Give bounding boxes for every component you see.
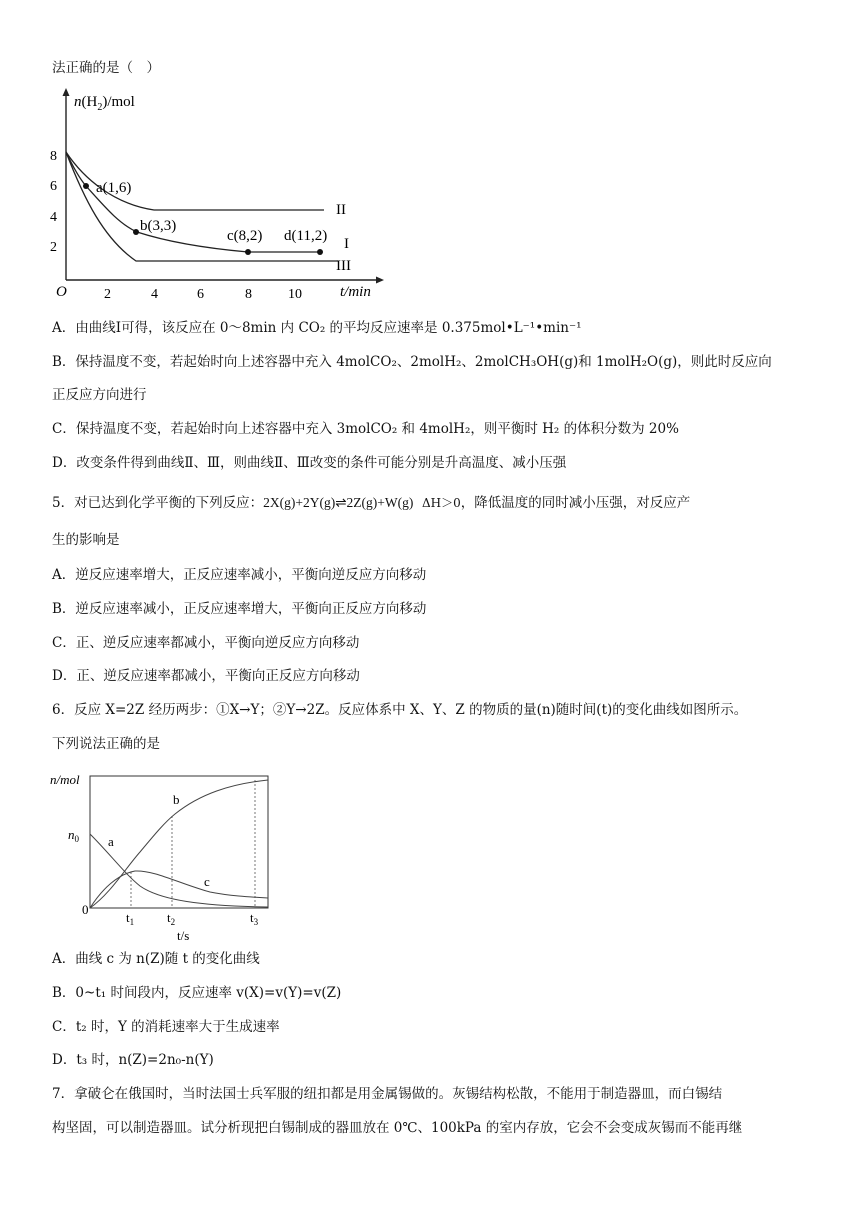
q5-stem-line2: 生的影响是 — [52, 532, 120, 548]
curve-III — [66, 152, 338, 261]
q5-stem-pre: 5．对已达到化学平衡的下列反应： — [52, 495, 264, 511]
figure-h2-curves — [44, 84, 404, 304]
origin-label: 0 — [82, 902, 89, 917]
x-tick-6: 6 — [197, 287, 204, 302]
y-tick-6: 6 — [50, 179, 57, 194]
point-d — [317, 249, 323, 255]
y-tick-8: 8 — [50, 149, 57, 164]
q4-option-c: C．保持温度不变，若起始时向上述容器中充入 3molCO₂ 和 4molH₂，则平衡时 H₂ 的体积分数为 20% — [52, 421, 679, 437]
t2-label: $t_2$ — [167, 910, 176, 927]
curve-label-c: c — [204, 874, 210, 889]
q7-line2: 构坚固，可以制造器皿。试分析现把白锡制成的器皿放在 0℃、100kPa 的室内存放，它会不会变成灰锡而不能再继 — [52, 1120, 743, 1136]
point-label-d: d(11,2) — [284, 228, 328, 244]
q6-option-a: A．曲线 c 为 n(Z)随 t 的变化曲线 — [52, 951, 260, 967]
x-tick-4: 4 — [151, 287, 158, 302]
x-axis-label: t/min — [340, 284, 371, 300]
q5-option-c: C．正、逆反应速率都减小，平衡向逆反应方向移动 — [52, 635, 360, 651]
t3-label: $t_3$ — [250, 910, 259, 927]
q6-stem-line2: 下列说法正确的是 — [52, 736, 160, 752]
q5-delta-h: ΔH＞0 — [421, 496, 461, 510]
q6-stem-line1: 6．反应 X=2Z 经历两步：①X→Y；②Y→2Z。反应体系中 X、Y、Z 的物质的量(n)随时间(t)的变化曲线如图所示。 — [52, 702, 748, 718]
x-tick-10: 10 — [288, 287, 302, 302]
y-tick-labels — [50, 149, 57, 255]
q5-stem-line1 — [52, 493, 820, 513]
q6-option-c: C．t₂ 时，Y 的消耗速率大于生成速率 — [52, 1019, 280, 1035]
y-axis-arrow — [63, 88, 70, 96]
point-label-c: c(8,2) — [227, 228, 263, 244]
q4-option-d: D．改变条件得到曲线Ⅱ、Ⅲ，则曲线Ⅱ、Ⅲ改变的条件可能分别是升高温度、减小压强 — [52, 455, 567, 471]
q5-option-a: A．逆反应速率增大，正反应速率减小，平衡向逆反应方向移动 — [52, 567, 427, 583]
q4-option-a: A．由曲线Ⅰ可得，该反应在 0～8min 内 CO₂ 的平均反应速率是 0.375mol•L⁻¹•min⁻¹ — [52, 320, 582, 336]
x-tick-labels — [104, 287, 302, 302]
y-axis-label: $n(H_2)$/mol — [74, 94, 135, 113]
y-axis-label: n/mol — [50, 772, 80, 787]
curve-label-III: III — [336, 258, 351, 274]
origin-label: O — [56, 284, 67, 300]
point-label-a: a(1,6) — [96, 180, 132, 196]
q5-equation: 2X(g)+2Y(g)⇌2Z(g)+W(g) — [263, 495, 414, 510]
q5-option-b: B．逆反应速率减小，正反应速率增大，平衡向正反应方向移动 — [52, 601, 427, 617]
y-tick-4: 4 — [50, 210, 57, 225]
curve-label-I: I — [344, 236, 349, 252]
x-tick-8: 8 — [245, 287, 252, 302]
q4-option-b-line2: 正反应方向进行 — [52, 387, 147, 403]
q6-option-d: D．t₃ 时，n(Z)=2n₀-n(Y) — [52, 1052, 214, 1068]
x-axis-label: t/s — [177, 928, 190, 943]
curve-c — [90, 871, 268, 908]
point-c — [245, 249, 251, 255]
previous-question-tail: 法正确的是（ ） — [52, 60, 160, 76]
point-label-b: b(3,3) — [140, 218, 177, 234]
q4-option-b-line1: B．保持温度不变，若起始时向上述容器中充入 4molCO₂、2molH₂、2molCH₃OH(g)和 1molH₂O(g)，则此时反应向 — [52, 354, 772, 370]
n0-label: $n_0$ — [68, 827, 79, 844]
x-tick-2: 2 — [104, 287, 111, 302]
figure-xyz-curves — [40, 764, 280, 944]
x-axis-arrow — [376, 277, 384, 284]
point-a — [83, 183, 89, 189]
t1-label: $t_1$ — [126, 910, 135, 927]
q5-stem-post: ，降低温度的同时减小压强，对反应产 — [460, 495, 691, 511]
y-tick-2: 2 — [50, 240, 57, 255]
curve-label-II: II — [336, 202, 346, 218]
point-b — [133, 229, 139, 235]
q7-line1: 7．拿破仑在俄国时，当时法国士兵军服的纽扣都是用金属锡做的。灰锡结构松散，不能用于制造器皿，而白锡结 — [52, 1086, 723, 1102]
curve-label-b: b — [173, 792, 180, 807]
q5-option-d: D．正、逆反应速率都减小，平衡向正反应方向移动 — [52, 668, 360, 684]
curve-label-a: a — [108, 834, 114, 849]
q6-option-b: B．0~t₁ 时间段内，反应速率 v(X)=v(Y)=v(Z) — [52, 985, 342, 1001]
